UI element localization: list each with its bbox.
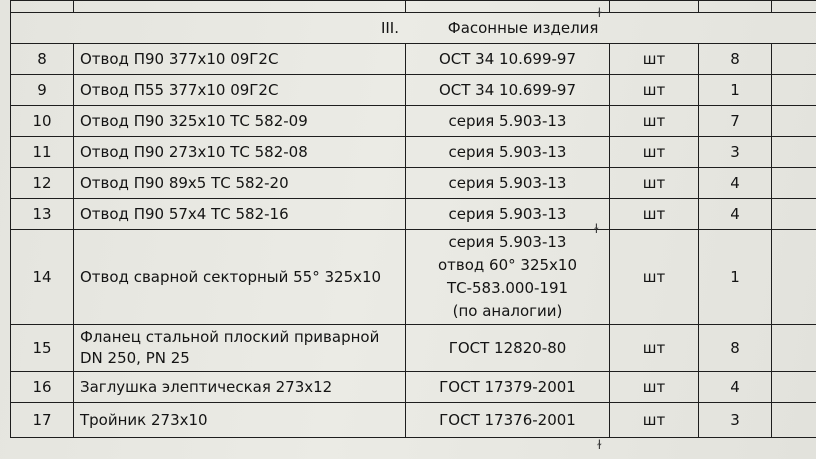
quantity-cell: 1 (699, 230, 772, 325)
unit-cell: шт (610, 168, 699, 199)
quantity-cell: 3 (699, 137, 772, 168)
item-name-line: Тройник 273x10 (80, 410, 208, 429)
quantity-cell: 4 (699, 372, 772, 403)
empty-cell (772, 403, 816, 438)
item-name-cell (74, 403, 406, 438)
standard-line: серия 5.903-13 (448, 204, 567, 223)
item-name-line: DN 250, PN 25 (80, 349, 190, 367)
standard-line: (по аналогии) (452, 302, 563, 320)
item-name-cell (74, 106, 406, 137)
empty-cell (772, 44, 816, 75)
item-name-cell (74, 199, 406, 230)
standard-line: серия 5.903-13 (448, 173, 567, 192)
standard-line: серия 5.903-13 (448, 233, 567, 251)
table-row (11, 372, 816, 403)
item-name-line: Отвод П90 89x5 ТС 582-20 (80, 173, 289, 192)
row-number-cell: 14 (11, 230, 74, 325)
row-number-cell: 17 (11, 403, 74, 438)
table-row (11, 44, 816, 75)
pen-mark: ɫ (597, 438, 602, 452)
item-name-line: Отвод П90 273x10 ТС 582-08 (80, 142, 308, 161)
table-row (11, 403, 816, 438)
quantity-cell: 3 (699, 403, 772, 438)
item-name-cell (74, 230, 406, 325)
standard-line: ТС-583.000-191 (446, 279, 569, 297)
quantity-cell: 8 (699, 325, 772, 372)
row-number-cell: 16 (11, 372, 74, 403)
row-number-cell: 9 (11, 75, 74, 106)
standard-cell (406, 199, 610, 230)
quantity-cell: 4 (699, 168, 772, 199)
pen-mark: ɫ (594, 222, 599, 236)
specification-table (10, 0, 816, 438)
unit-cell: шт (610, 137, 699, 168)
item-name-cell (74, 325, 406, 372)
table-row (11, 75, 816, 106)
quantity-cell: 1 (699, 75, 772, 106)
pen-mark: ɫ (597, 6, 602, 20)
empty-cell (772, 137, 816, 168)
unit-cell: шт (610, 199, 699, 230)
item-name-line: Отвод П90 377x10 09Г2С (80, 49, 279, 68)
standard-line: ОСТ 34 10.699-97 (438, 80, 577, 99)
table-row (11, 137, 816, 168)
quantity-cell: 8 (699, 44, 772, 75)
table-row (11, 199, 816, 230)
empty-cell (772, 106, 816, 137)
table-row (11, 106, 816, 137)
standard-line: ГОСТ 17379-2001 (439, 377, 576, 396)
empty-cell (772, 230, 816, 325)
table-row (11, 325, 816, 372)
standard-cell (406, 325, 610, 372)
unit-cell: шт (610, 44, 699, 75)
quantity-cell: 4 (699, 199, 772, 230)
standard-line: серия 5.903-13 (448, 142, 567, 161)
table-row (11, 168, 816, 199)
empty-cell (772, 325, 816, 372)
item-name-cell (74, 372, 406, 403)
standard-cell (406, 403, 610, 438)
item-name-cell (74, 44, 406, 75)
empty-cell (772, 372, 816, 403)
item-name-line: Отвод П90 325x10 ТС 582-09 (80, 111, 308, 130)
standard-line: ОСТ 34 10.699-97 (438, 49, 577, 68)
item-name-line: Заглушка элептическая 273x12 (80, 377, 333, 396)
standard-cell (406, 44, 610, 75)
item-name-line: Отвод сварной секторный 55° 325x10 (80, 267, 382, 286)
standard-cell (406, 372, 610, 403)
standard-cell (406, 106, 610, 137)
row-number-cell: 8 (11, 44, 74, 75)
row-number-cell: 10 (11, 106, 74, 137)
empty-cell (772, 168, 816, 199)
section-header-row (11, 13, 816, 44)
standard-cell (406, 137, 610, 168)
standard-line: ГОСТ 12820-80 (448, 338, 567, 357)
unit-cell: шт (610, 403, 699, 438)
unit-cell: шт (610, 372, 699, 403)
unit-cell: шт (610, 325, 699, 372)
unit-cell: шт (610, 106, 699, 137)
standard-cell (406, 75, 610, 106)
item-name-line: Фланец стальной плоский приварной (80, 328, 380, 346)
table-row (11, 230, 816, 325)
item-name-cell (74, 168, 406, 199)
quantity-cell: 7 (699, 106, 772, 137)
item-name-cell (74, 137, 406, 168)
empty-cell (772, 75, 816, 106)
row-number-cell: 11 (11, 137, 74, 168)
item-name-line: Отвод П55 377x10 09Г2С (80, 80, 279, 99)
item-name-line: Отвод П90 57x4 ТС 582-16 (80, 204, 289, 223)
row-number-cell: 12 (11, 168, 74, 199)
standard-cell (406, 168, 610, 199)
section-number: III. (380, 18, 399, 37)
row-number-cell: 15 (11, 325, 74, 372)
row-number-cell: 13 (11, 199, 74, 230)
standard-line: серия 5.903-13 (448, 111, 567, 130)
item-name-cell (74, 75, 406, 106)
table-row-top-edge (11, 1, 816, 13)
section-title: Фасонные изделия (447, 18, 599, 37)
standard-line: ГОСТ 17376-2001 (439, 410, 576, 429)
section-header-cell (11, 13, 816, 44)
unit-cell: шт (610, 75, 699, 106)
unit-cell: шт (610, 230, 699, 325)
standard-line: отвод 60° 325x10 (437, 256, 578, 274)
standard-cell (406, 230, 610, 325)
empty-cell (772, 199, 816, 230)
